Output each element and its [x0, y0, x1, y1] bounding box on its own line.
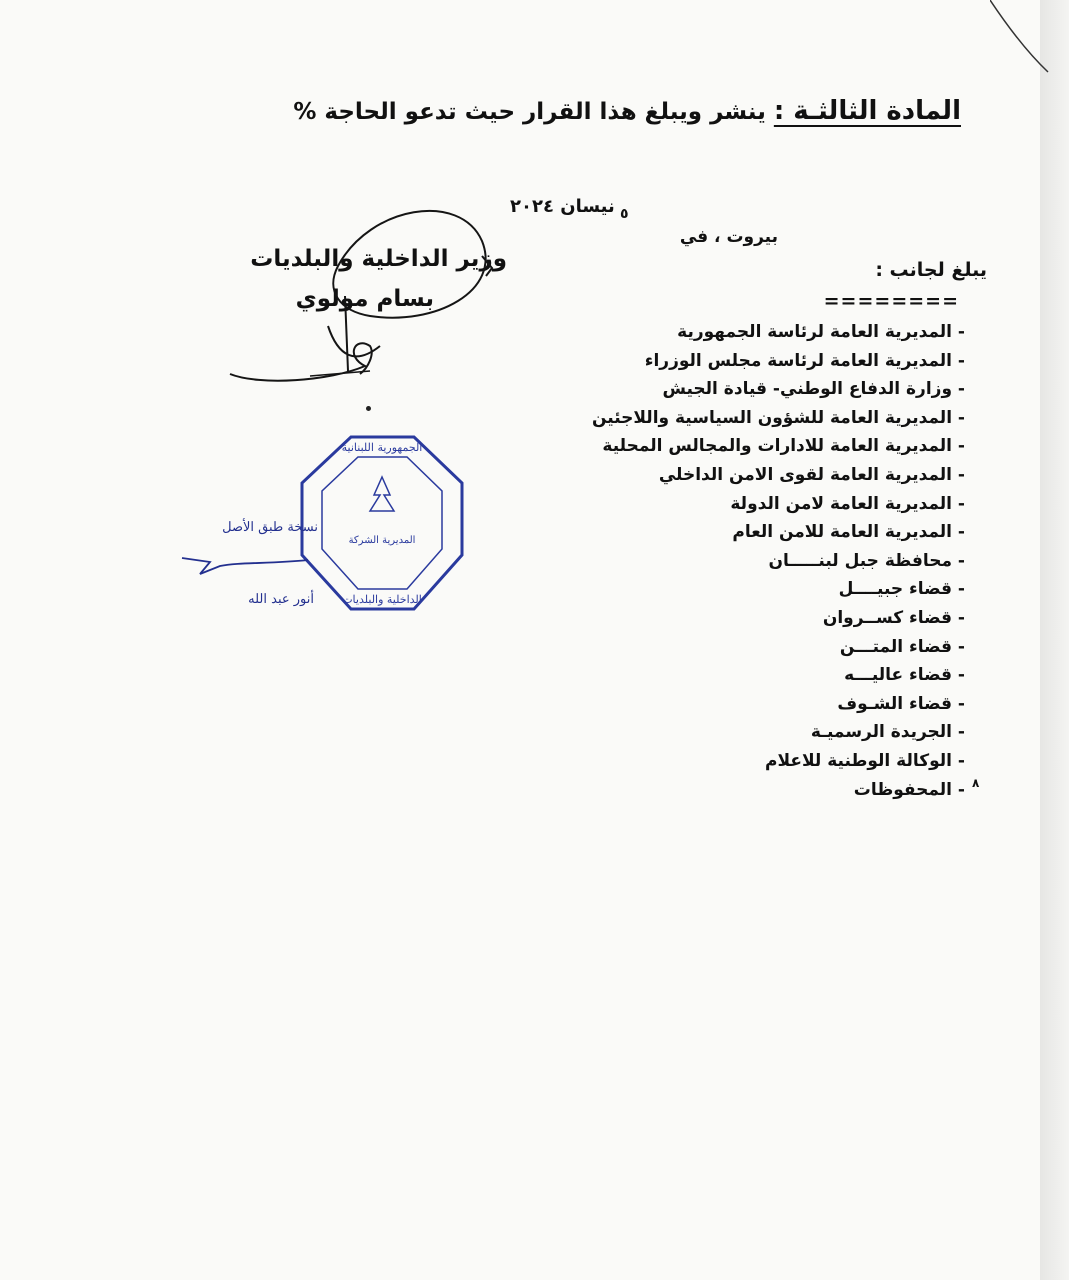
- copy-certifier-signature: [180, 548, 320, 588]
- official-stamp: [296, 433, 468, 613]
- corner-fold-line: [990, 0, 1050, 80]
- recipient-item: - المديرية العامة لامن الدولة: [592, 490, 965, 519]
- recipient-item: - قضاء كســروان: [592, 604, 965, 633]
- recipient-item: - قضاء عاليـــه: [592, 661, 965, 690]
- recipient-item: - وزارة الدفاع الوطني- قيادة الجيش: [592, 375, 965, 404]
- stamp-center-text: المديرية الشركة: [348, 535, 416, 546]
- recipient-item: - المديرية العامة للشؤون السياسية واللاجئين: [592, 404, 965, 433]
- stamp-top-text: الجمهورية اللبنانية: [341, 441, 423, 454]
- article-three: [293, 96, 961, 126]
- recipient-item: - المديرية العامة للادارات والمجالس المحلية: [592, 432, 965, 461]
- notify-label: يبلغ لجانب :: [875, 259, 987, 281]
- article-title: المادة الثالثـة :: [773, 96, 961, 126]
- recipient-item: - قضاء المتـــن: [592, 633, 965, 662]
- recipient-item: - المديرية العامة لقوى الامن الداخلي: [592, 461, 965, 490]
- copy-certifier-name: أنور عبد الله: [248, 592, 314, 607]
- date-month-year: نيسان ٢٠٢٤: [510, 196, 615, 217]
- page-edge-shadow: [1040, 0, 1069, 1280]
- recipient-item: - المديرية العامة لرئاسة الجمهورية: [592, 318, 965, 347]
- stamp-bottom-text: الداخلية والبلديات: [342, 593, 422, 606]
- recipient-item: - الوكالة الوطنية للاعلام: [592, 747, 965, 776]
- article-text: ينشر ويبلغ هذا القرار حيث تدعو الحاجة %: [293, 99, 766, 125]
- signatory-name: بسام مولوي: [295, 286, 434, 312]
- recipient-item: - الجريدة الرسميـة: [592, 718, 965, 747]
- recipient-item: - محافظة جبل لبنـــــان: [592, 547, 965, 576]
- place-line: بيروت ، في: [679, 227, 778, 247]
- copy-certification-note: نسخة طبق الأصل: [222, 520, 318, 535]
- recipient-item: - المحفوظات: [592, 776, 965, 805]
- ink-dot: [366, 406, 371, 411]
- recipient-item: - المديرية العامة لرئاسة مجلس الوزراء: [592, 347, 965, 376]
- notify-separator: ========: [823, 290, 959, 312]
- recipients-list: [592, 318, 965, 804]
- recipient-item: - المديرية العامة للامن العام: [592, 518, 965, 547]
- page-mark: ٨: [972, 776, 980, 790]
- date-day: ٥: [620, 206, 629, 222]
- recipient-item: - قضاء جبيــــل: [592, 575, 965, 604]
- recipient-item: - قضاء الشـوف: [592, 690, 965, 719]
- minister-signature: [220, 196, 520, 396]
- signatory-title: وزير الداخلية والبلديات: [250, 246, 507, 272]
